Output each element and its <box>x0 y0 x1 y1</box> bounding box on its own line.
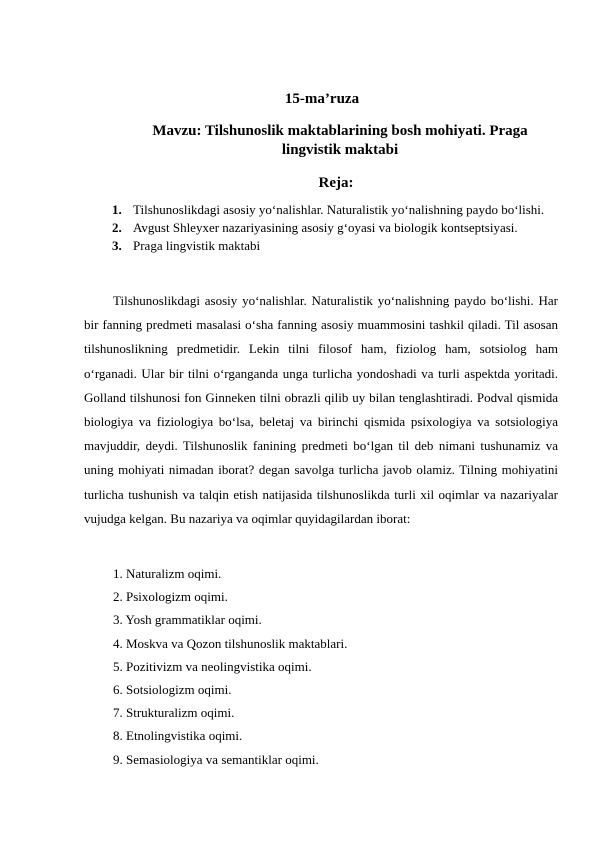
plan-item <box>109 237 549 255</box>
theory-item: 8. Etnolingvistika oqimi. <box>113 728 243 744</box>
plan-item-number: 2. <box>112 220 122 235</box>
theory-item: 9. Semasiologiya va semantiklar oqimi. <box>113 751 319 767</box>
theory-item: 3. Yosh grammatiklar oqimi. <box>113 612 262 628</box>
theory-item: 1. Naturalizm oqimi. <box>113 566 222 581</box>
plan-item-text: Praga lingvistik maktabi <box>133 238 261 253</box>
lecture-number: 15-ma’ruza <box>284 91 360 107</box>
lecture-topic: Mavzu: Tilshunoslik maktablarining bosh mohiyati. Praga lingvistik maktabi <box>152 123 528 158</box>
plan-item <box>109 201 549 219</box>
plan-list <box>109 201 549 255</box>
plan-item-text: Avgust Shleyxer nazariyasining asosiy gʻoyasi va biologik kontseptsiyasi. <box>133 220 518 235</box>
plan-item-number: 1. <box>112 202 122 217</box>
plan-item <box>109 219 549 237</box>
theory-list <box>113 562 553 771</box>
body-paragraph: Tilshunoslikdagi asosiy yoʻnalishlar. Naturalistik yoʻnalishning paydo boʻlishi. Har bir fanning predmeti masalasi oʻsha fanning asosiy muammosini tashkil qiladi. Til asosan tilshunoslikning predmetidir. Lekin tilni filosof ham, fiziolog ham, sotsiolog ham oʻrganadi. Ular bir tilni oʻrganganda unga turlicha yondoshadi va turli aspektda yoritadi. Golland tilshunosi fon Ginneken tilni obrazli qilib uy bilan tenglashtiradi. Podval qismida biologiya va fiziologiya boʻlsa, beletaj va birinchi qismida psixologiya va sotsiologiya mavjuddir, deydi. Tilshunoslik fanining predmeti boʻlgan til deb nimani tushunamiz va uning mohiyati nimadan iborat? degan savolga turlicha javob olamiz. Tilning mohiyatini turlicha tushunish va talqin etish natijasida tilshunoslikda turli xil oqimlar va nazariyalar vujudga kelgan. Bu nazariya va oqimlar quyidagilardan iborat: <box>84 293 558 526</box>
theory-item: 7. Strukturalizm oqimi. <box>113 705 235 721</box>
plan-item-number: 3. <box>112 238 122 253</box>
theory-item: 2. Psixologizm oqimi. <box>113 589 228 605</box>
plan-heading: Reja: <box>318 175 354 191</box>
theory-item: 4. Moskva va Qozon tilshunoslik maktablari. <box>113 635 348 651</box>
theory-item: 5. Pozitivizm va neolingvistika oqimi. <box>113 658 312 674</box>
plan-item-text: Tilshunoslikdagi asosiy yoʻnalishlar. Naturalistik yoʻnalishning paydo boʻlishi. <box>133 202 545 217</box>
theory-item: 6. Sotsiologizm oqimi. <box>113 682 232 698</box>
